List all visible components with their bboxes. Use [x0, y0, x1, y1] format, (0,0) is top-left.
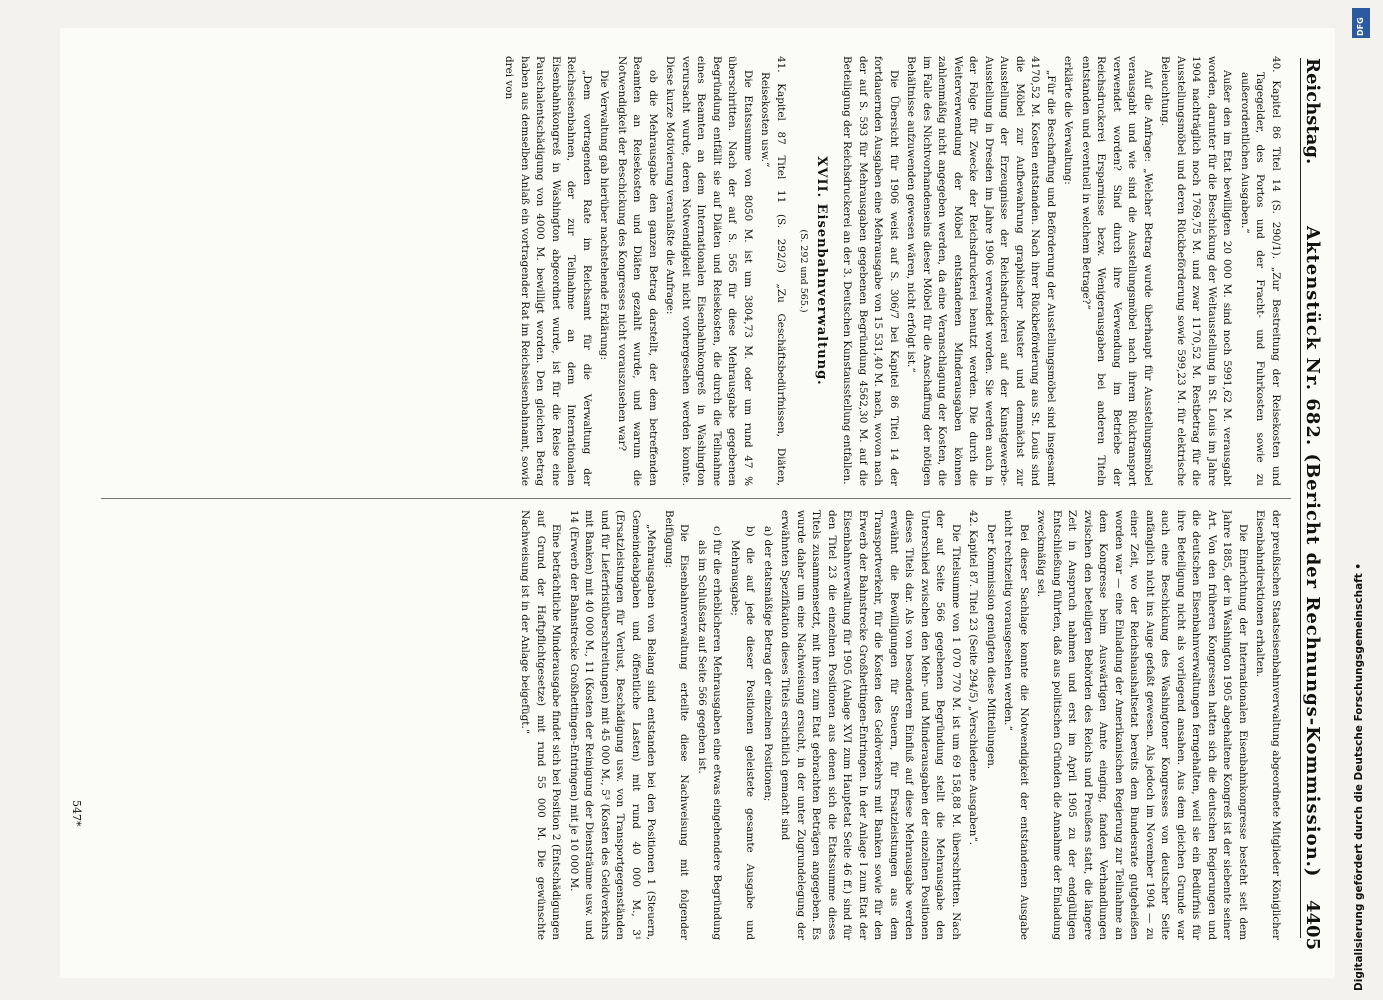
- left-text-column: [108, 56, 1283, 486]
- paragraph: Der Kommission genügten diese Mitteilungen.: [985, 524, 997, 770]
- paragraph: Außer den im Etat bewilligten 20 000 M. sind noch 5991,62 M. verausgabt worden, darunter für die Beschickung der Weltausstellung in St. Louis im Jahre 1904 nachträglich noch 1769,75 M. und zwar 1170,52 M. Restbetrag für die Ausstellungsmöbel und deren Rückbeförderung sowie 599,23 M. für elektrische Beleuchtung.: [1159, 56, 1234, 486]
- running-head-left: Reichstag.: [1302, 58, 1323, 165]
- item-40-heading: 40. Kapitel 86 Titel 14 (S. 290/1). „Zur Bestreitung der Reisekosten und Tagegelder, des Portos und der Fracht- und Fuhrkosten sowie zu außerordentlichen Ausgaben.“: [1239, 56, 1282, 486]
- paragraph: ob die Mehrausgabe den ganzen Betrag darstellt, der dem betreffenden Beamten an Reisekosten und Diäten gezahlt wurde, und warum die Notwendigkeit der Beschickung des Kongresses nicht vorauszusehen war?: [616, 56, 659, 486]
- right-text-column: [108, 510, 1283, 940]
- section-page-ref: (S. 292 und 565.): [798, 229, 810, 313]
- item-42-heading: 42. Kapitel 87. Titel 23 (Seite 294/5) „Verschiedene Ausgaben“.: [967, 510, 980, 846]
- section-heading: XVII. Eisenbahnverwaltung.: [814, 156, 829, 386]
- credit-text: Digitalisierung gefördert durch die Deutsche Forschungsgemeinschaft •: [1353, 562, 1365, 991]
- paragraph: Die Etatssumme von 8050 M. ist um 3804,73 M. oder um rund 47 % überschritten. Nach der auf S. 565 für diese Mehrausgabe gegebenen Begründung entfällt sie auf Diäten und Reisekosten, die durch die Teilnahme eines Beamten an dem Internationalen Eisenbahnkongreß in Washington verursacht wurde, deren Notwendigkeit nicht vorhergesehen werden konnte. Diese kurze Motivierung veranlaßte die Anfrage:: [664, 56, 754, 486]
- dfg-logo: [1352, 8, 1370, 38]
- column-rule: [101, 498, 1291, 499]
- quoted-statement: „Dem vortragenden Rate im Reichsamt für die Verwaltung der Reichseisenbahnen, der zur Teilnahme an dem Internationalen Eisenbahnkongreß in Washington abgeordnet wurde, ist für die Reise eine Pauschalentschädigung von 4000 M. bewilligt worden. Den gleichen Betrag haben aus demselben Anlaß ein vortragender Rat im Reichseisenbahnamt, sowie drei von: [503, 56, 593, 486]
- page-number-bottom: 547*: [70, 800, 83, 827]
- quoted-statement: „Mehrausgaben von Belang sind entstanden bei den Positionen 1 (Steuern, Gemeindeabgaben und öffentliche Lasten) mit rund 40 000 M., 3¹ (Ersatzleistungen für Verlust, Beschädigung usw. von Transportgegenständen und für Lieferfristüberschreitungen) mit 45 000 M., 5³ (Kosten des Geldverkehrs mit Banken) mit 40 000 M., 11 (Kosten der Reinigung der Diensträume usw. und 14 (Erwerb der Bahnstrecke Großhettingen-Entringen) mit je 10 000 M.: [568, 510, 658, 940]
- list-item: a) der etatsmäßige Betrag der einzelnen Positionen;: [762, 526, 774, 802]
- paragraph: Bei dieser Sachlage konnte die Notwendigkeit der entstandenen Ausgabe nicht rechtzeitig vorausgesehen werden.“: [1002, 510, 1030, 940]
- running-head-title: Aktenstück Nr. 682. (Bericht der Rechnungs-Kommission.): [1302, 226, 1323, 878]
- paragraph: Die Übersicht für 1906 weist auf S. 306/7 bei Kapitel 86 Titel 14 der fortdauernden Ausgaben eine Mehrausgabe von 15 531,40 M. nach, wovon nach der auf S. 593 für Mehrausgaben gegebenen Begründung 4562,30 M. auf die Beteiligung der Reichsdruckerei an der 3. Deutschen Kunstausstellung entfallen.: [841, 56, 900, 486]
- paragraph: Die Verwaltung gab hierüber nachstehende Erklärung:: [598, 70, 611, 360]
- quoted-statement: Eine beträchtliche Minderausgabe findet sich bei Position 2 (Entschädigungen auf Grund der Haftpflichtgesetze) mit rund 55 000 M. Die gewünschte Nachweisung ist in der Anlage beigefügt.“: [519, 510, 563, 940]
- list-item: b) die auf jede dieser Positionen geleistete gesamte Ausgabe und Mehrausgabe;: [729, 526, 757, 940]
- page-number-top: 4405: [1302, 900, 1323, 951]
- quoted-statement: „Für die Beschaffung und Beförderung der Ausstellungsmöbel sind insgesamt 4170,52 M. Kosten entstanden. Nach ihrer Rückbeförderung aus St. Louis sind die Möbel zur Aufbewahrung graphischer Muster und demnächst zur Ausstellung der Erzeugnisse der Reichsdruckerei auf der Kunstgewerbe-Ausstellung in Dresden im Jahre 1906 verwendet worden. Sie werden auch in der Folge für Zwecke der Reichsdruckerei benutzt werden. Die durch die Weiterverwendung der Möbel entstandenen Minderausgaben können zahlenmäßig nicht angegeben werden, da eine Veranschlagung der Kosten, die im Falle des Nichtvorhandenseins dieser Möbel für die Anschaffung der nötigen Behältnisse aufzuwenden gewesen wären, nicht erfolgt ist.“: [905, 56, 1057, 486]
- item-41-heading: 41. Kapitel 87 Titel 11 (S. 292/3) „Zu Geschäftsbedürfnissen, Diäten, Reisekosten usw.“: [759, 56, 787, 486]
- list-item: c) für die erheblicheren Mehrausgaben eine etwas eingehendere Begründung als im Schlußsatz auf Seite 566 gegeben ist.: [696, 526, 724, 940]
- header-rule: [1300, 58, 1301, 938]
- paragraph: erklärte die Verwaltung:: [1062, 56, 1075, 185]
- paragraph: Die Titelsumme von 1 070 770 M. ist um 69 158,88 M. überschritten. Nach der auf Seite 566 gegebenen Begründung stellt die Mehrausgabe den Unterschied zwischen den Mehr- und Minderausgaben der einzelnen Positionen dieses Titels dar. Als von besonderem Einfluß auf diese Mehrausgabe werden erwähnt die Bewilligungen für Steuern, für Ersatzleistungen aus dem Transportverkehr, für die Kosten des Geldverkehrs mit Banken sowie für den Erwerb der Bahnstrecke Großhettingen-Entringen. In der Anlage I zum Etat der Eisenbahnverwaltung für 1905 (Anlage XVI zum Hauptetat Seite 46 ff.) sind für den Titel 23 die einzelnen Positionen aus denen sich die Etatssumme dieses Titels zusammensetzt, mit ihren zum Etat gebrachten Beträgen angegeben. Es wurde daher um eine Nachweisung ersucht, in der unter Zugrundelegung der erwähnten Spezifikation dieses Titels ersichtlich gemacht sind: [779, 510, 962, 940]
- paragraph: Auf die Anfrage: „Welcher Betrag wurde überhaupt für Ausstellungsmöbel verausgabt und wie sind die Ausstellungsmöbel nach ihrem Rücktransport verwendet worden? Sind durch ihre Verwendung im Betriebe der Reichsdruckerei Ersparnisse bezw. Wenigerausgaben bei anderen Titeln entstanden und eventuell in welchem Betrage?“: [1080, 56, 1154, 486]
- paragraph: Die Einrichtung der Internationalen Eisenbahnkongresse besteht seit dem Jahre 1885, der in Washington 1905 abgehaltene Kongreß ist der siebente seiner Art. Von den früheren Kongressen hatten sich die deutschen Regierungen und die deutschen Eisenbahnverwaltungen ferngehalten, weil sie ein Bedürfnis für ihre Beteiligung nicht als vorliegend ansahen. Aus dem gleichen Grunde war auch eine Beschickung des Washingtoner Kongresses von deutscher Seite anfänglich nicht ins Auge gefaßt gewesen. Als jedoch im November 1904 — zu einer Zeit, wo der Reichshaushaltsetat bereits dem Bundesrate gutgeheißen worden war — eine Einladung der Amerikanischen Regierung zur Teilnahme an dem Kongresse beim Auswärtigen Amte einging, fanden Verhandlungen zwischen den beteiligten Behörden des Reichs und Preußens statt, die längere Zeit in Anspruch nahmen und erst im April 1905 zu der endgültigen Entschließung führten, daß aus politischen Gründen die Annahme der Einladung zweckmäßig sei.: [1035, 510, 1249, 940]
- dfg-logo-text: DFG: [1356, 17, 1365, 36]
- paragraph: Die Eisenbahnverwaltung erteilte diese Nachweisung mit folgender Beifügung:: [663, 510, 691, 940]
- digitization-credit: [1349, 6, 1373, 991]
- paragraph: der preußischen Staatseisenbahnverwaltung abgeordnete Mitglieder Königlicher Eisenbahndirektionen erhalten.: [1254, 510, 1282, 940]
